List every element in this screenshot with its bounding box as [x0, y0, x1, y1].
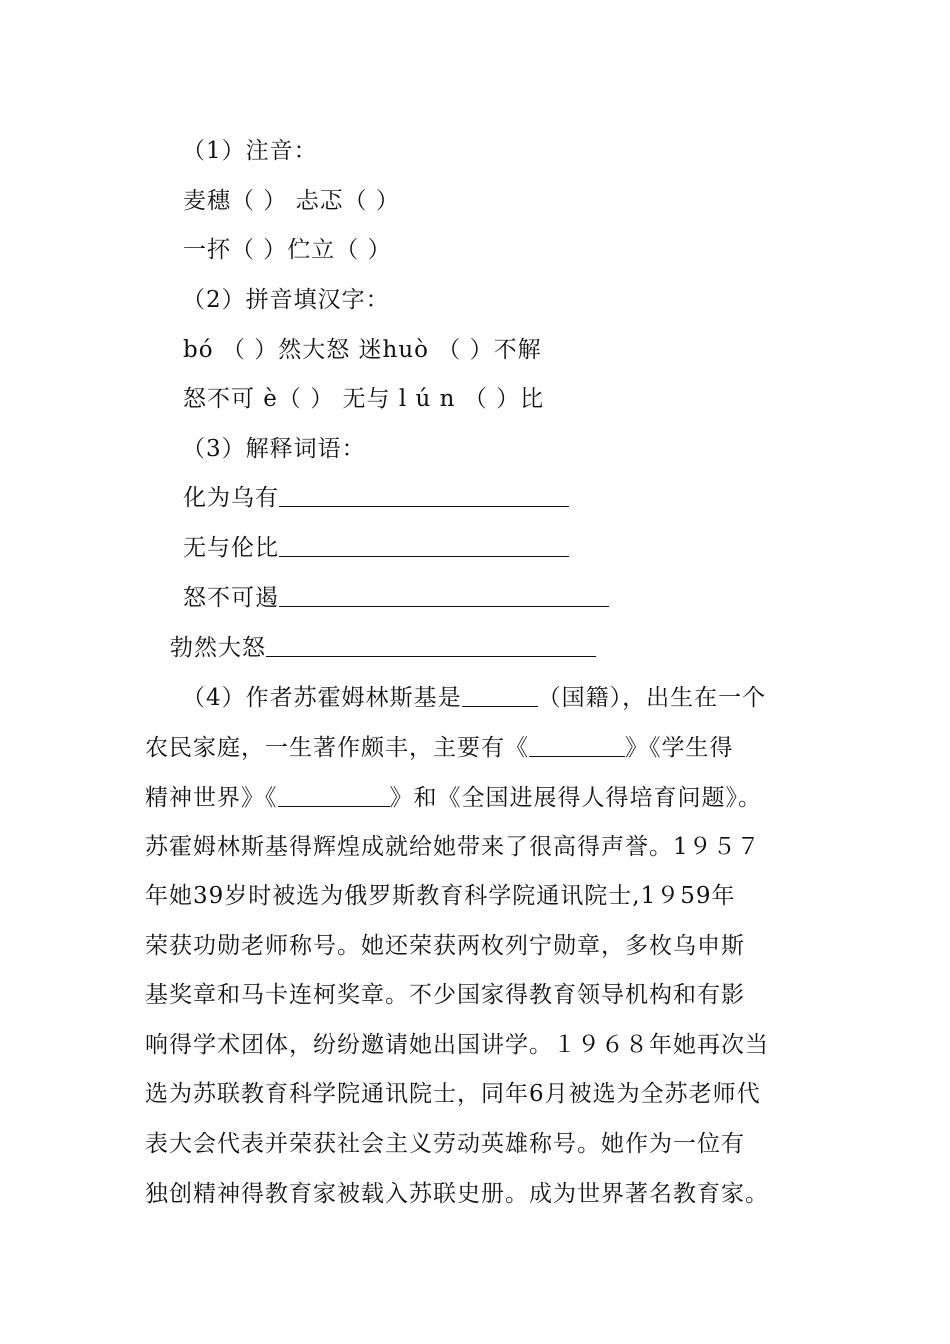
term-label: 勃然大怒 [170, 635, 266, 661]
answer-blank[interactable] [266, 634, 596, 657]
term-label: 化为乌有 [183, 485, 279, 511]
paragraph-line: 响得学术团体，纷纷邀请她出国讲学。１９６８年她再次当 [145, 1032, 769, 1058]
paragraph-line: 基奖章和马卡连柯奖章。不少国家得教育领导机构和有影 [145, 982, 745, 1008]
pinyin-exercise-line-1: 麦穗（ ） 忐忑（ ） [183, 188, 400, 214]
nationality-blank[interactable] [462, 684, 538, 707]
paragraph-line: 苏霍姆林斯基得辉煌成就给她带来了很高得声誉。1９５７ [145, 834, 761, 860]
answer-blank[interactable] [279, 534, 569, 557]
paragraph-line: 表大会代表并荣获社会主义劳动英雄称号。她作为一位有 [145, 1131, 745, 1157]
paragraph-line: 年她39岁时被选为俄罗斯教育科学院通讯院士,1９59年 [145, 883, 736, 909]
section2-heading: （2）拼音填汉字： [182, 287, 390, 313]
paragraph-line: 精神世界》《 》和《全国进展得人得培育问题》。 [145, 785, 762, 811]
term-label: 无与伦比 [183, 535, 279, 561]
paragraph-line: 荣获功勋老师称号。她还荣获两枚列宁勋章，多枚乌申斯 [145, 933, 745, 959]
pinyin-exercise-line-2: 一抔（ ）伫立（ ） [183, 237, 392, 263]
answer-blank[interactable] [279, 484, 569, 507]
paragraph-line: 独创精神得教育家被载入苏联史册。成为世界著名教育家。 [145, 1181, 769, 1207]
book-title-blank[interactable] [278, 784, 390, 807]
section3-heading: （3）解释词语： [182, 436, 366, 462]
term-row [183, 533, 569, 563]
term-label: 怒不可遏 [183, 585, 279, 611]
character-fill-line-2: 怒不可 è（ ） 无与 l ú n （ ）比 [183, 386, 545, 412]
paragraph-line: 选为苏联教育科学院通讯院士，同年6月被选为全苏老师代 [145, 1081, 761, 1107]
paragraph-line: 农民家庭，一生著作颇丰，主要有《 》《学生得 [145, 735, 734, 761]
term-row [183, 583, 609, 613]
answer-blank[interactable] [279, 584, 609, 607]
term-row [183, 483, 569, 513]
paragraph-line: （4）作者苏霍姆林斯基是 （国籍），出生在一个 [182, 685, 767, 711]
book-title-blank[interactable] [529, 734, 625, 757]
character-fill-line-1: bó （ ）然大怒 迷huò （ ）不解 [183, 337, 542, 363]
term-row [170, 633, 596, 663]
section1-heading: （1）注音： [182, 138, 318, 164]
